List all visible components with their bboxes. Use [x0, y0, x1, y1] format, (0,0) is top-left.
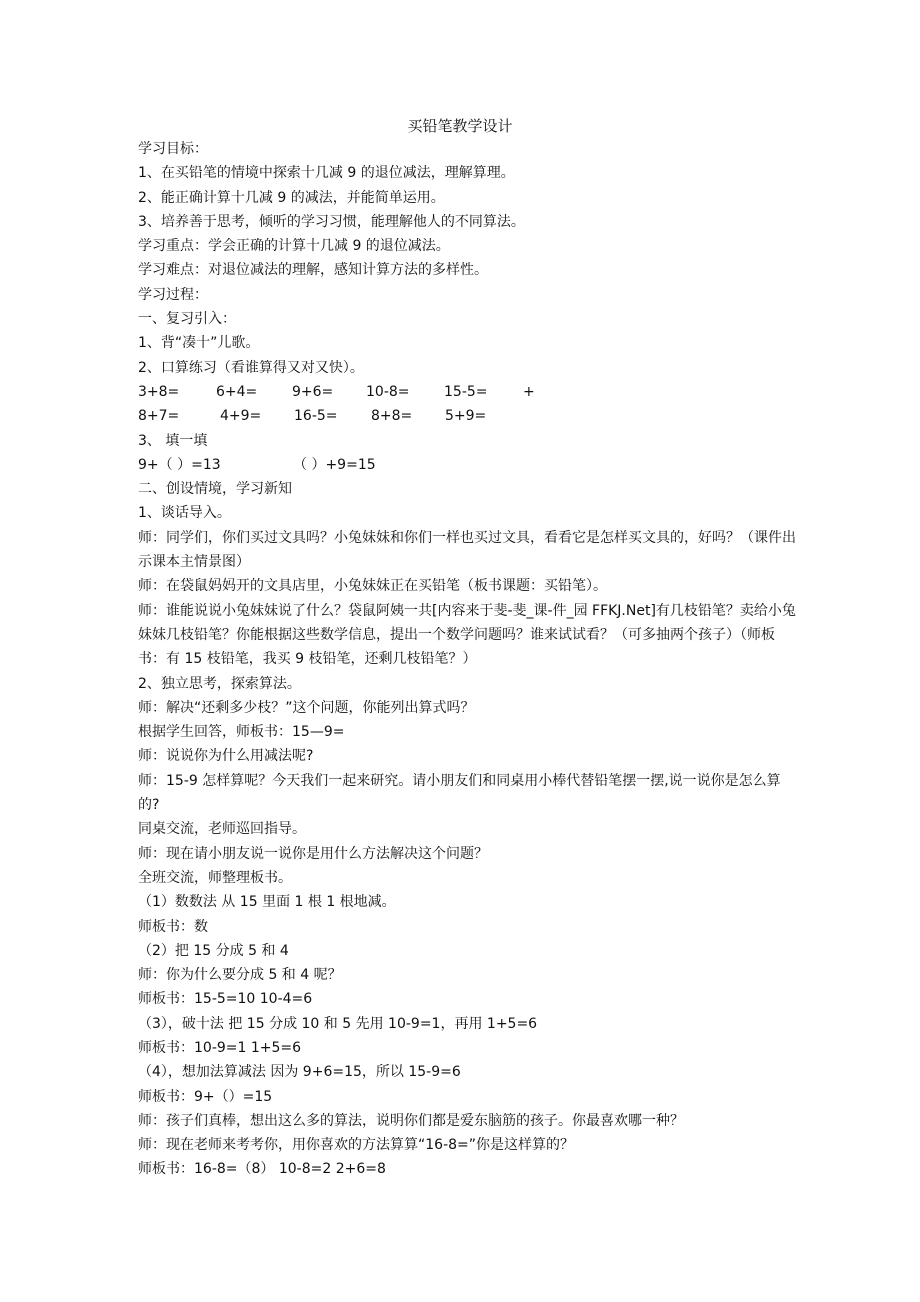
calc-item: 9+6=: [292, 383, 334, 400]
calc-row: [138, 380, 798, 404]
text-line: 2、口算练习（看谁算得又对又快）。: [138, 359, 364, 376]
calc-item: +: [523, 383, 535, 400]
text-line: 学习难点：对退位减法的理解，感知计算方法的多样性。: [138, 262, 488, 279]
calc-item: 10-8=: [366, 383, 410, 400]
calc-item: 5+9=: [445, 408, 487, 425]
text-line: （4），想加法算减法 因为 9+6=15，所以 15-9=6: [138, 1064, 461, 1081]
calc-item: 16-5=: [294, 408, 338, 425]
calc-item: 6+4=: [216, 383, 258, 400]
fill-row: [138, 453, 798, 477]
text-line: 师板书：15-5=10 10-4=6: [138, 991, 313, 1008]
calc-row: [138, 404, 798, 428]
calc-item: 3+8=: [138, 383, 180, 400]
section-heading: 学习过程：: [138, 286, 208, 303]
section-heading: 一、复习引入：: [138, 311, 236, 328]
text-line: 学习目标：: [138, 141, 208, 157]
text-line: 师：孩子们真棒，想出这么多的算法，说明你们都是爱东脑筋的孩子。你最喜欢哪一种？: [138, 1112, 684, 1129]
paragraph: 师：15-9 怎样算呢？今天我们一起来研究。请小朋友们和同桌用小棒代替铅笔摆一摆,说一说你是怎么算的?: [138, 772, 781, 814]
calc-item: 15-5=: [444, 383, 488, 400]
text-line: 师：解决“还剩多少枝？”这个问题，你能列出算式吗？: [138, 699, 475, 716]
text-line: 师：你为什么要分成 5 和 4 呢？: [138, 967, 342, 984]
text-line: 师：现在请小朋友说一说你是用什么方法解决这个问题？: [138, 845, 488, 862]
text-line: （3），破十法 把 15 分成 10 和 5 先用 10-9=1，再用 1+5=6: [138, 1015, 538, 1032]
text-line: 根据学生回答，师板书：15—9=: [138, 724, 345, 741]
fill-item: 9+（ ）=13: [138, 456, 221, 473]
text-line: 师板书：10-9=1 1+5=6: [138, 1039, 302, 1056]
text-line: 2、独立思考，探索算法。: [138, 675, 301, 692]
text-line: 师板书：数: [138, 918, 208, 935]
text-line: 同桌交流，老师巡回指导。: [138, 821, 306, 838]
text-line: 学习重点：学会正确的计算十几减 9 的退位减法。: [138, 238, 450, 255]
text-line: 师板书：16-8=（8） 10-8=2 2+6=8: [138, 1161, 386, 1178]
text-line: （2）把 15 分成 5 和 4: [138, 942, 289, 959]
text-line: 2、能正确计算十几减 9 的减法，并能简单运用。: [138, 189, 445, 206]
text-line: 全班交流，师整理板书。: [138, 869, 292, 886]
calc-item: 8+7=: [138, 408, 180, 425]
paragraph: 师：同学们，你们买过文具吗？小兔妹妹和你们一样也买过文具，看看它是怎样买文具的，好吗？（课件出示课本主情景图）: [138, 529, 796, 571]
text-line: 1、背“凑十”儿歌。: [138, 335, 260, 352]
text-line: 师：在袋鼠妈妈开的文具店里，小兔妹妹正在买铅笔（板书课题：买铅笔）。: [138, 578, 607, 595]
text-line: （1）数数法 从 15 里面 1 根 1 根地减。: [138, 894, 396, 911]
text-line: 1、在买铅笔的情境中探索十几减 9 的退位减法，理解算理。: [138, 165, 515, 182]
section-heading: 二、创设情境，学习新知: [138, 481, 292, 498]
fill-item: （ ）+9=15: [293, 456, 376, 473]
text-line: 1、谈话导入。: [138, 505, 231, 522]
text-line: 师：现在老师来考考你，用你喜欢的方法算算“16-8=”你是这样算的？: [138, 1137, 575, 1154]
calc-item: 8+8=: [371, 408, 413, 425]
paragraph: 师：谁能说说小兔妹妹说了什么？袋鼠阿姨一共[内容来于斐-斐_课-件_园 FFKJ.Net]有几枝铅笔？卖给小兔妹妹几枝铅笔？你能根据这些数学信息，提出一个数学问题吗？谁来试试看？（可多抽两个孩子）（师板书：有 15 枝铅笔，我买 9 枝铅笔，还剩几枝铅笔？）: [138, 602, 796, 668]
text-line: 3、 填一填: [138, 432, 208, 449]
document-body: [138, 137, 798, 1182]
text-line: 师：说说你为什么用减法呢?: [138, 748, 314, 765]
calc-item: 4+9=: [220, 408, 262, 425]
text-line: 3、培养善于思考，倾听的学习习惯，能理解他人的不同算法。: [138, 213, 525, 230]
document-title: 买铅笔教学设计: [407, 117, 513, 135]
text-line: 师板书：9+（）=15: [138, 1088, 273, 1105]
